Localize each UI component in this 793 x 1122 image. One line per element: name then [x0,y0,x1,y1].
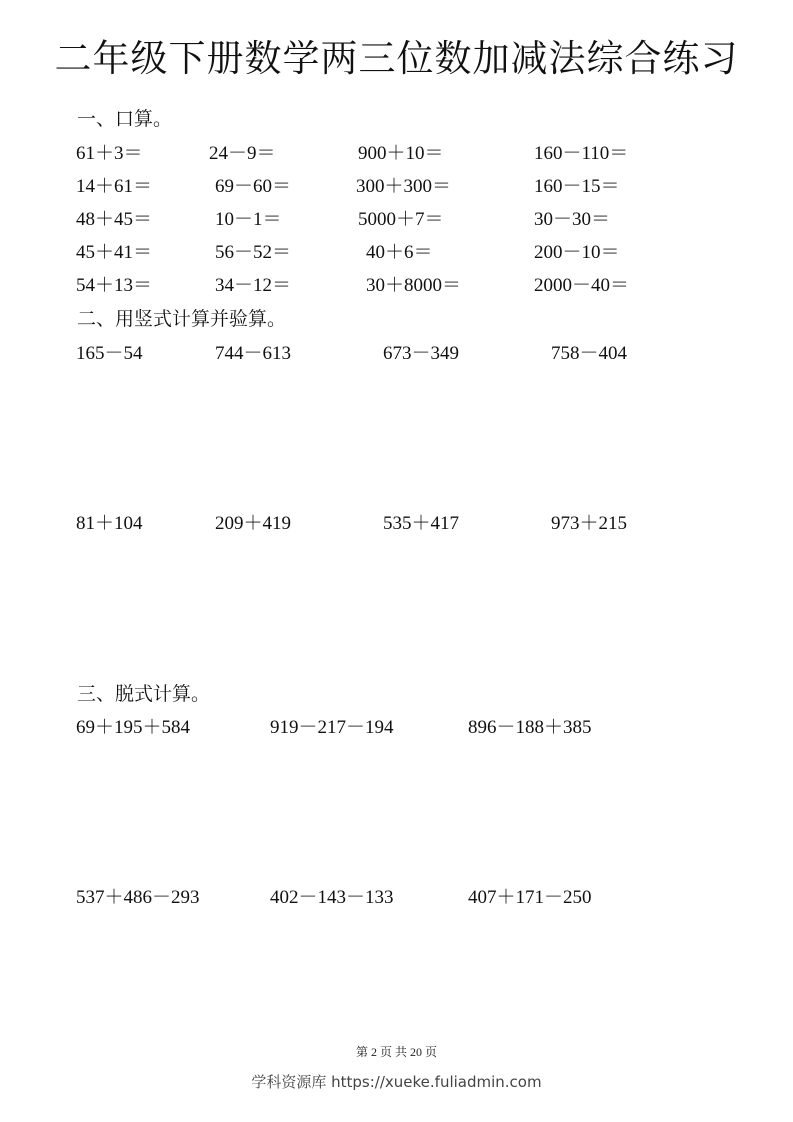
vertical-problem: 81＋104 [76,513,143,534]
vertical-problem: 758－404 [551,343,628,364]
oral-row-1 [0,138,793,164]
section-3-heading: 三、脱式计算。 [77,683,211,705]
vertical-problem: 744－613 [215,343,292,364]
oral-row-4 [0,237,793,263]
oral-problem: 45＋41＝ [76,242,153,263]
oral-problem: 14＋61＝ [76,176,153,197]
page-title: 二年级下册数学两三位数加减法综合练习 [54,37,739,80]
oral-problem: 24－9＝ [209,143,276,164]
oral-problem: 69－60＝ [215,176,292,197]
stepwise-problem: 69＋195＋584 [76,717,191,738]
page-number: 第 2 页 共 20 页 [355,1045,437,1059]
vertical-problem: 535＋417 [383,513,460,534]
oral-problem: 300＋300＝ [356,176,452,197]
stepwise-problem: 537＋486－293 [76,887,200,908]
oral-problem: 160－15＝ [534,176,620,197]
oral-problem: 40＋6＝ [366,242,433,263]
oral-problem: 34－12＝ [215,275,292,296]
oral-row-3 [0,204,793,230]
vertical-row-1 [0,338,793,364]
section-2-heading: 二、用竖式计算并验算。 [77,308,287,330]
oral-problem: 30－30＝ [534,209,611,230]
oral-problem: 56－52＝ [215,242,292,263]
section-1-heading: 一、口算。 [77,108,173,130]
vertical-problem: 673－349 [383,343,460,364]
stepwise-problem: 402－143－133 [270,887,394,908]
oral-problem: 200－10＝ [534,242,620,263]
oral-row-2 [0,171,793,197]
stepwise-problem: 919－217－194 [270,717,394,738]
site-watermark: 学科资源库 https://xueke.fuliadmin.com [251,1073,542,1091]
oral-problem: 160－110＝ [534,143,629,164]
stepwise-problem: 896－188＋385 [468,717,592,738]
stepwise-row-2 [0,882,793,908]
oral-problem: 2000－40＝ [534,275,630,296]
oral-problem: 54＋13＝ [76,275,153,296]
stepwise-problem: 407＋171－250 [468,887,592,908]
oral-problem: 48＋45＝ [76,209,153,230]
oral-problem: 900＋10＝ [358,143,444,164]
oral-problem: 30＋8000＝ [366,275,462,296]
oral-problem: 5000＋7＝ [358,209,444,230]
vertical-problem: 165－54 [76,343,143,364]
oral-problem: 61＋3＝ [76,143,143,164]
vertical-row-2 [0,508,793,534]
oral-row-5 [0,270,793,296]
oral-problem: 10－1＝ [215,209,282,230]
vertical-problem: 973＋215 [551,513,628,534]
stepwise-row-1 [0,712,793,738]
vertical-problem: 209＋419 [215,513,292,534]
